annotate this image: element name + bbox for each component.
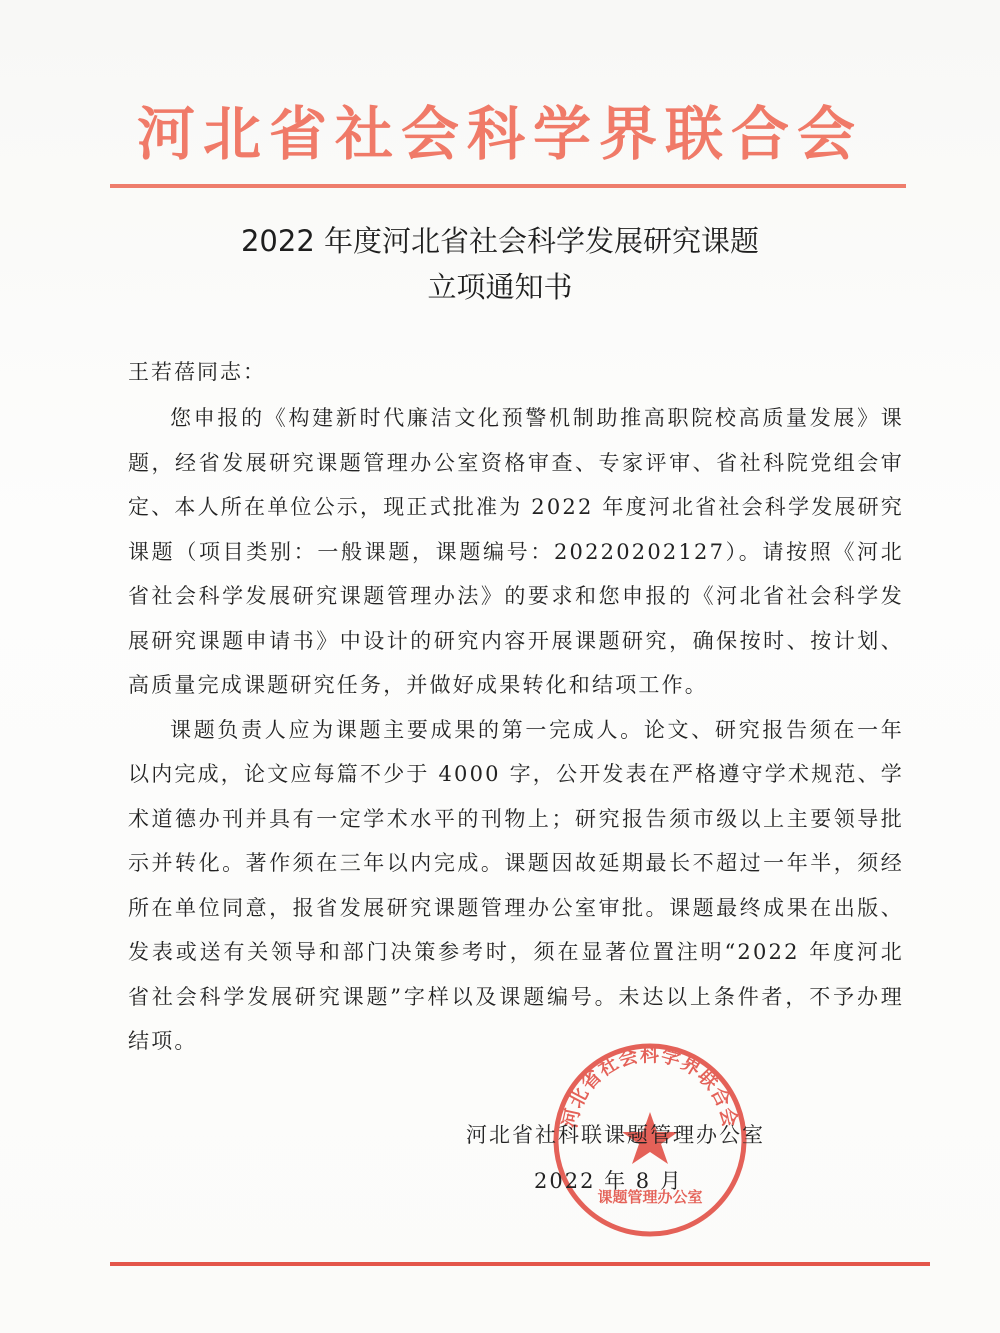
document-title bbox=[0, 218, 1000, 310]
paragraph-2: 课题负责人应为课题主要成果的第一完成人。论文、研究报告须在一年以内完成，论文应每篇不少于 4000 字，公开发表在严格遵守学术规范、学术道德办刊并具有一定学术水平的刊物上；研究报告须市级以上主要领导批示并转化。著作须在三年以内完成。课题因故延期最长不超过一年半，须经所在单位同意，报省发展研究课题管理办公室审批。课题最终成果在出版、发表或送有关领导和部门决策参考时，须在显著位置注明“2022 年度河北省社会科学发展研究课题”字样以及课题编号。未达以上条件者，不予办理结项。 bbox=[128, 717, 904, 1053]
paragraph-1: 您申报的《构建新时代廉洁文化预警机制助推高职院校高质量发展》课题，经省发展研究课题管理办公室资格审查、专家评审、省社科院党组会审定、本人所在单位公示，现正式批准为 2022 年度河北省社会科学发展研究课题（项目类别：一般课题，课题编号：20220202127）。请按照《河北省社会科学发展研究课题管理办法》的要求和您申报的《河北省社会科学发展研究课题申请书》中设计的研究内容开展课题研究，确保按时、按计划、高质量完成课题研究任务，并做好成果转化和结项工作。 bbox=[128, 406, 904, 697]
svg-text:课题管理办公室: 课题管理办公室 bbox=[597, 1188, 703, 1206]
svg-text:河北省社会科学界联合会: 河北省社会科学界联合会 bbox=[558, 1043, 742, 1130]
signing-organization: 河北省社科联课题管理办公室 bbox=[466, 1123, 765, 1147]
footer-rule bbox=[110, 1262, 930, 1266]
document-title-line2: 立项通知书 bbox=[427, 270, 573, 304]
letterhead-title: 河北省社会科学界联合会 bbox=[136, 100, 863, 168]
letterhead-rule bbox=[110, 184, 906, 188]
salutation: 王若蓓同志： bbox=[128, 360, 266, 384]
document-title-line1: 2022 年度河北省社会科学发展研究课题 bbox=[240, 224, 760, 258]
notice-body bbox=[128, 396, 904, 1064]
signing-date: 2022 年 8 月 bbox=[534, 1169, 683, 1193]
